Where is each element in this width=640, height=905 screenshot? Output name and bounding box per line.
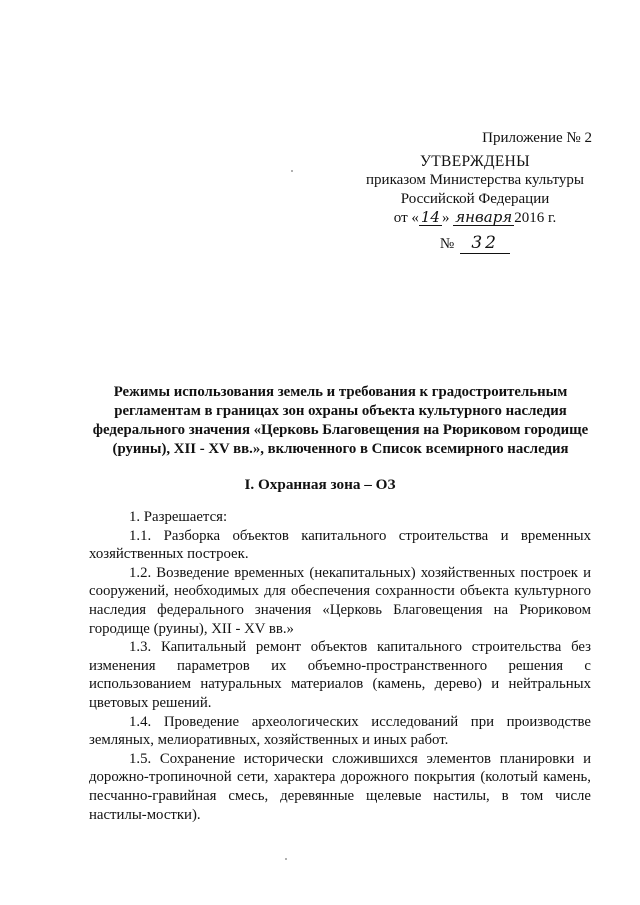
paragraph-1-3: 1.3. Капитальный ремонт объектов капитального строительства без изменения параметров их объемно-пространственного решения с использованием натуральных материалов (камень, дерево) и нейтральных цветовых решений.	[89, 639, 591, 711]
document-title: Режимы использования земель и требования к градостроительным регламентам в границах зон охраны объекта культурного наследия федерального значения «Церковь Благовещения на Рюриковом городище (руины), XII - XV вв.», включенного в Список всемирного наследия	[92, 384, 589, 457]
paragraph-1-1: 1.1. Разборка объектов капитального строительства и временных хозяйственных построек.	[89, 527, 591, 563]
date-month-handwritten: января	[455, 208, 513, 226]
scan-speck	[291, 170, 293, 172]
paragraph-1-2: 1.2. Возведение временных (некапитальных) хозяйственных построек и сооружений, необходимых для обеспечения сохранности объекта культурного наследия федерального значения «Церковь Благовещения на Рюриковом городище (руины), XII - XV вв.»	[89, 564, 591, 637]
paragraph-1-5: 1.5. Сохранение исторически сложившихся элементов планировки и дорожно-тропиночной сети, характера дорожного покрытия (колотый камень, песчанно-гравийная смесь, деревянные щелевые настилы, в том числе настилы-мостки).	[89, 750, 591, 823]
approval-line-1: приказом Министерства культуры	[366, 172, 584, 188]
paragraph-1: 1. Разрешается:	[129, 509, 228, 525]
number-prefix: №	[439, 236, 455, 252]
number-handwritten: 32	[460, 234, 510, 254]
date-day-handwritten: 14	[420, 208, 440, 226]
date-year: 2016 г.	[514, 210, 557, 226]
paragraph-1-4: 1.4. Проведение археологических исследований при производстве земляных, мелиоративных, хозяйственных и иных работ.	[89, 713, 591, 749]
order-number	[360, 234, 590, 254]
approval-block	[360, 152, 590, 254]
section-body	[89, 508, 591, 824]
date-prefix: от «	[393, 210, 419, 226]
appendix-label: Приложение № 2	[482, 130, 592, 146]
approval-line-2: Российской Федерации	[400, 191, 550, 207]
approval-date	[360, 209, 590, 228]
approval-title: УТВЕРЖДЕНЫ	[420, 153, 530, 170]
scan-speck	[285, 858, 287, 860]
section-heading: I. Охранная зона – ОЗ	[244, 476, 396, 493]
date-mid: »	[441, 210, 450, 226]
